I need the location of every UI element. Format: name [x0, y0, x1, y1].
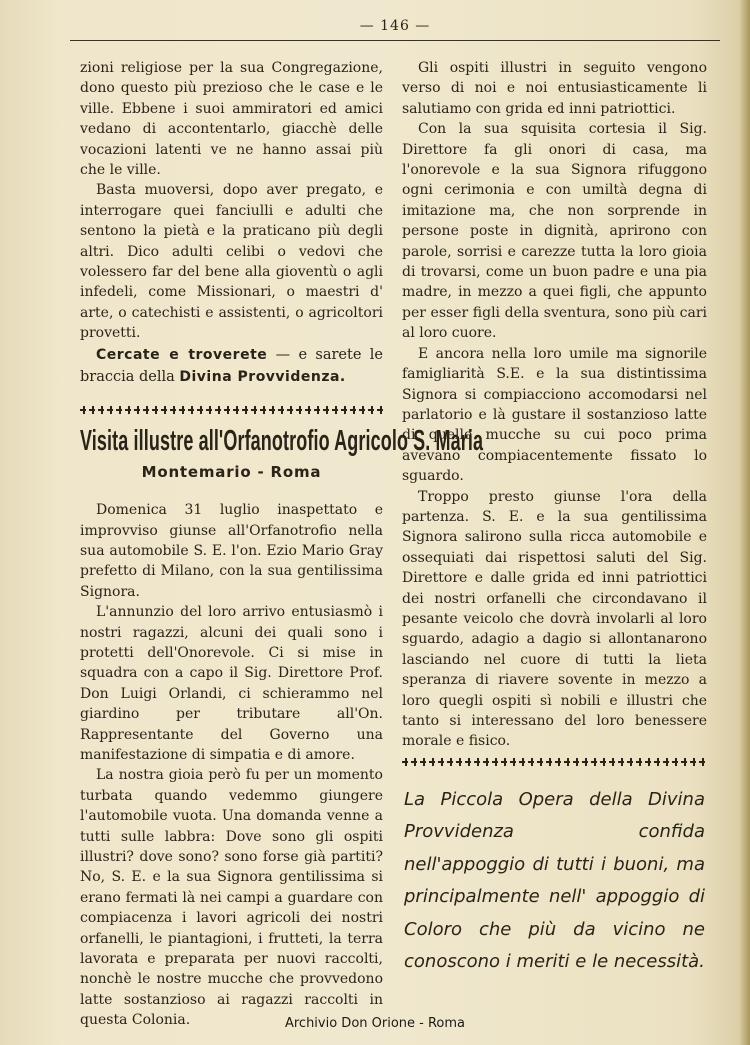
right-column	[402, 58, 707, 979]
page-edge	[740, 0, 750, 1045]
appeal-box: La Piccola Opera della Divina Provvidenza confida nell'appoggio di tutti i buoni, ma principalmente nell' appoggio di Coloro che più da vicino ne conoscono i meriti e le necessità.	[404, 788, 705, 973]
page-header	[70, 18, 720, 38]
right-paragraph-4: Troppo presto giunse l'ora della partenza. S. E. e la sua gentilissima Signora salirono sulla ricca automobile e ossequiati dai rispettosi saluti del Sig. Direttore e dalle grida ed inni patriottici dei nostri orfanelli che circondavano il pesante veicolo che dovrà involarli al loro sguardo, adagio a dagio si allontanarono lasciando nel cuore di tutti la lieta speranza di riavere sovente in mezzo a loro quegli ospiti sì nobili e illustri che tanto si interessano del loro benessere morale e fisico.	[402, 488, 707, 750]
closing-emphasis-2: Divina Provvidenza.	[179, 368, 346, 385]
left-column	[80, 58, 484, 1031]
closing-emphasis-1: Cercate e troverete	[96, 346, 268, 363]
left-paragraph-4: L'annunzio del loro arrivo entusiasmò i nostri ragazzi, alcuni dei quali sono i protetti dell'Onorevole. Ci si mise in squadra con a capo il Sig. Direttore Prof. Don Luigi Orlandi, ci schierammo nel giardino per tributare all'On. Rappresentante del Governo una manifestazione di simpatia e di amore.	[80, 604, 383, 763]
closing-exhortation	[80, 344, 383, 388]
left-paragraph-5: La nostra gioia però fu per un momento turbata quando vedemmo giungere l'automobile vuota. Una domanda venne a tutti sulle labbra: Dove sono gli ospiti illustri? dove sono? sono forse già partiti? No, S. E. e la sua Signora gentilissima si erano fermati là nei campi a guardare con compiacenza i lavori agricoli dei nostri orfanelli, le piantagioni, i frutteti, la terra lavorata e preparata per nuovi raccolti, nonchè le nostre mucche che provvedono latte sostanzioso ai ragazzi raccolti in questa Colonia.	[80, 767, 383, 1029]
article-title: Visita illustre all'Orfanotrofio Agricolo S. Maria	[80, 424, 484, 457]
article-subtitle: Montemario - Roma	[141, 462, 322, 481]
left-paragraph-1: zioni religiose per la sua Congregazione, dono questo più prezioso che le case e le ville. Ebbene i suoi ammiratori ed amici vedano di accontentarlo, giacchè delle vocazioni latenti ve ne hanno assai più che le ville.	[80, 60, 383, 179]
right-paragraph-3: E ancora nella loro umile ma signorile famigliarità S.E. e la sua distintissima Signora si compiacciono accomodarsi nel parlatorio e là gustare il sostanzioso latte di quelle mucche su cui poco prima avevano compiacentemente fissato lo sguardo.	[402, 345, 707, 485]
right-paragraph-2: Con la sua squisita cortesia il Sig. Direttore fa gli onori di casa, ma l'onorevole e la sua Signora rifuggono ogni cerimonia e con umiltà degna di imitazione ma, che non sorprende in persone poste in dignità, aprirono con parole, sorrisi e carezze tutta la loro gioia di trovarsi, come un buon padre e una pia madre, in mezzo a quei figli, che appunto per esser figli della sventura, sono più cari al loro cuore.	[402, 121, 707, 342]
ornament-divider-right	[402, 758, 707, 766]
closing-text: — e sarete le braccia della	[80, 346, 383, 385]
page-number: — 146 —	[359, 18, 431, 34]
left-paragraph-2: Basta muoversi, dopo aver pregato, e interrogare quei fanciulli e adulti che sentono la pietà e la praticano più degli altri. Dico adulti celibi o vedovi che volessero far del bene alla gioventù o agli infedeli, come Missionari, o maestri d' arte, o catechisti e assistenti, o agricoltori provetti.	[80, 182, 383, 342]
right-paragraph-1: Gli ospiti illustri in seguito vengono verso di noi e noi entusiasticamente li salutiamo con grida ed inni patriottici.	[402, 60, 707, 117]
left-paragraph-3: Domenica 31 luglio inaspettato e improvviso giunse all'Orfanotrofio nella sua automobile S. E. l'on. Ezio Mario Gray prefetto di Milano, con la sua gentilissima Signora.	[80, 502, 383, 600]
archive-footer: Archivio Don Orione - Roma	[284, 1016, 466, 1031]
ornament-divider	[80, 406, 383, 414]
header-rule	[70, 40, 720, 41]
